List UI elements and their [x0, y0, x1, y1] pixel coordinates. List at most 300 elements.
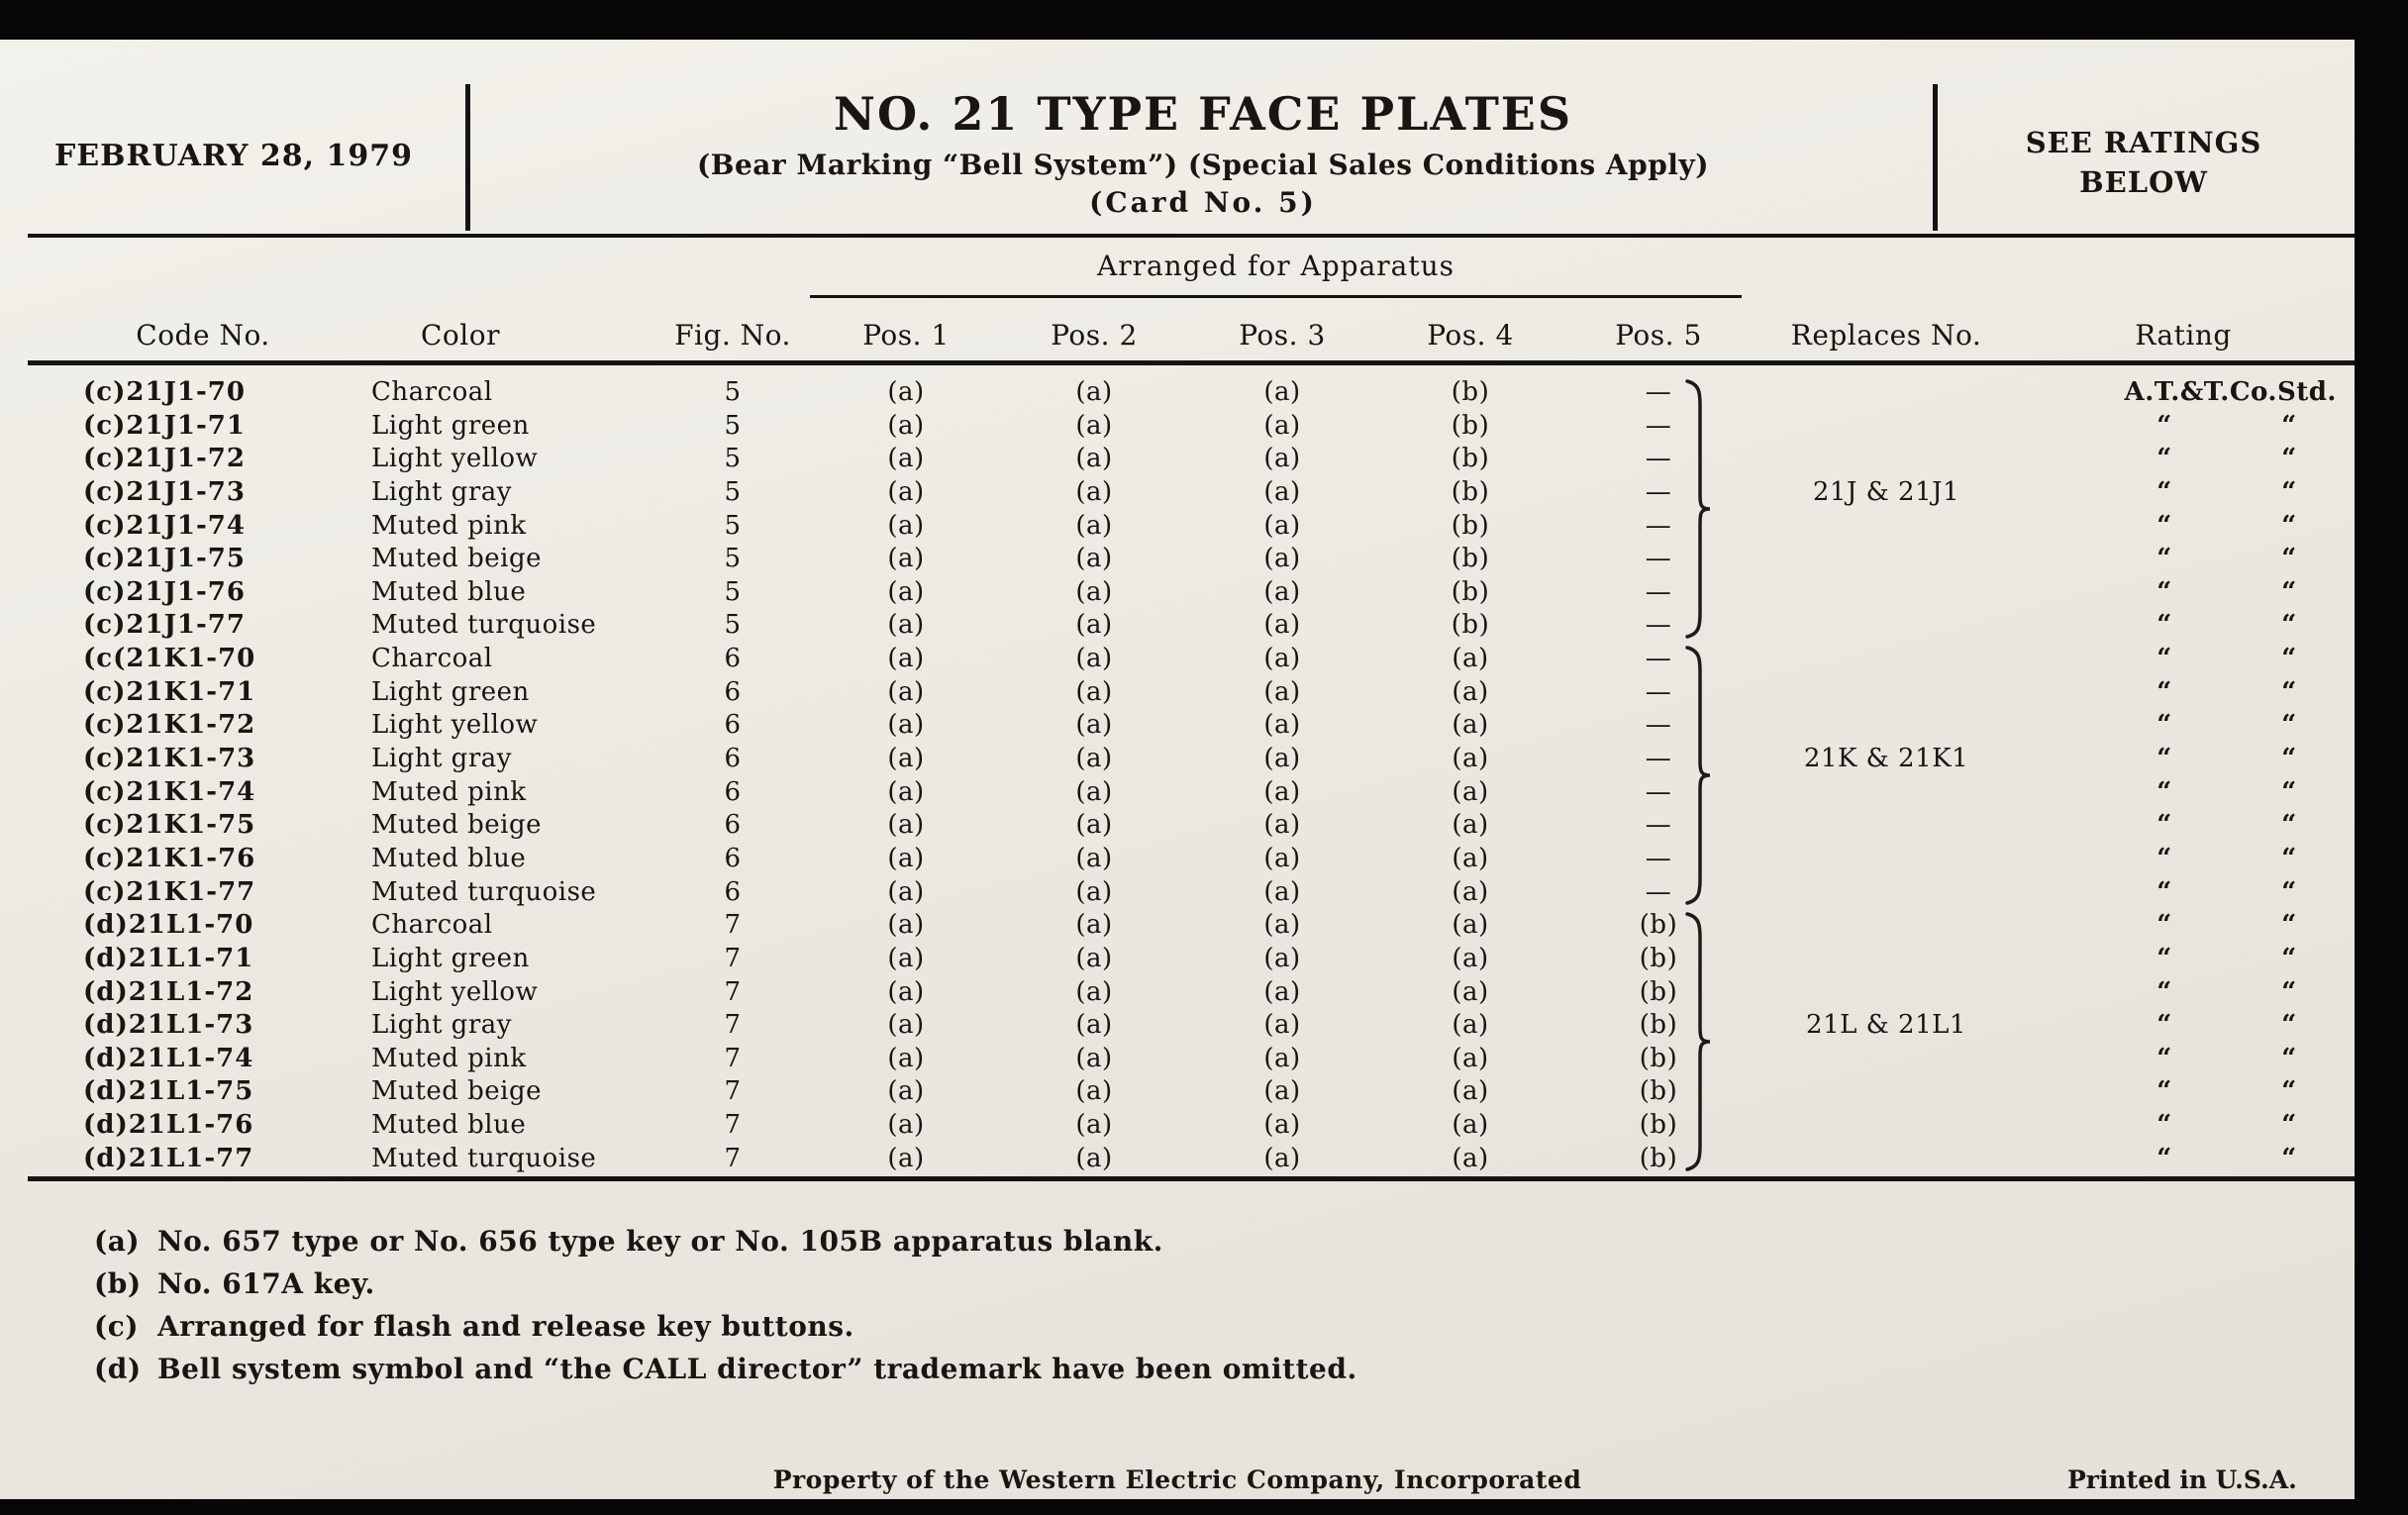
cell-pos1: (a)	[887, 544, 925, 574]
cell-fig: 7	[724, 943, 742, 973]
ditto-mark: “	[2157, 744, 2172, 774]
cell-code: (d)21L1-77	[83, 1143, 254, 1173]
cell-color: Light yellow	[371, 444, 539, 474]
cell-code: (c)21J1-77	[83, 610, 246, 641]
cell-pos5: —	[1645, 744, 1672, 774]
ditto-mark: “	[2157, 644, 2172, 674]
cell-rating	[2020, 1043, 2347, 1076]
cell-pos2: (a)	[1075, 843, 1113, 873]
cell-rating: A.T.&T.Co.Std.	[2124, 377, 2337, 407]
column-header-pos-3: Pos. 3	[1239, 319, 1326, 352]
cell-pos1: (a)	[887, 1043, 925, 1073]
cell-pos3: (a)	[1263, 1010, 1301, 1041]
cell-rating	[2020, 676, 2347, 710]
table-row	[0, 743, 2355, 776]
ditto-mark: “	[2157, 610, 2172, 641]
ditto-mark: “	[2157, 710, 2172, 741]
ditto-mark: “	[2157, 843, 2172, 873]
column-header-pos-4: Pos. 4	[1427, 319, 1514, 352]
cell-fig: 7	[724, 976, 742, 1007]
cell-pos1: (a)	[887, 510, 925, 541]
table-row	[0, 443, 2355, 476]
table-header-rule	[28, 360, 2355, 365]
cell-color: Muted pink	[371, 510, 527, 541]
ditto-mark: “	[2157, 676, 2172, 707]
cell-pos3: (a)	[1263, 943, 1301, 973]
cell-pos2: (a)	[1075, 943, 1113, 973]
cell-pos2: (a)	[1075, 1043, 1113, 1073]
cell-color: Light gray	[371, 1010, 512, 1041]
ditto-mark: “	[2157, 910, 2172, 941]
ditto-mark: “	[2281, 810, 2297, 841]
ditto-mark: “	[2157, 410, 2172, 441]
table-row	[0, 1075, 2355, 1109]
cell-pos2: (a)	[1075, 644, 1113, 674]
table-row	[0, 709, 2355, 743]
header-divider-right	[1933, 84, 1938, 231]
cell-pos3: (a)	[1263, 610, 1301, 641]
cell-rating	[2020, 443, 2347, 476]
cell-fig: 7	[724, 1076, 742, 1107]
cell-rating	[2020, 1143, 2347, 1176]
table-bottom-rule	[28, 1176, 2355, 1181]
cell-rating	[2020, 743, 2347, 776]
cell-replaces	[1753, 410, 2020, 444]
cell-color: Light green	[371, 410, 530, 441]
cell-replaces	[1753, 576, 2020, 610]
cell-fig: 5	[724, 476, 742, 507]
footnote-text: Arranged for flash and release key buttons.	[157, 1310, 854, 1343]
footnote	[94, 1305, 1357, 1348]
table-row	[0, 943, 2355, 976]
cell-pos2: (a)	[1075, 544, 1113, 574]
table-body	[0, 376, 2355, 1175]
cell-rating	[2020, 1075, 2347, 1109]
cell-pos2: (a)	[1075, 410, 1113, 441]
cell-fig: 6	[724, 710, 742, 741]
header-center	[475, 87, 1931, 219]
cell-replaces	[1753, 376, 2020, 410]
ditto-mark: “	[2157, 1143, 2172, 1173]
cell-color: Light yellow	[371, 710, 539, 741]
column-header-code-no: Code No.	[136, 319, 270, 352]
cell-pos2: (a)	[1075, 576, 1113, 607]
cell-pos5: (b)	[1639, 1076, 1678, 1107]
cell-code: (c)21J1-74	[83, 510, 246, 541]
cell-pos3: (a)	[1263, 444, 1301, 474]
cell-pos2: (a)	[1075, 1110, 1113, 1141]
cell-pos5: —	[1645, 644, 1672, 674]
column-header-pos-1: Pos. 1	[862, 319, 950, 352]
cell-pos3: (a)	[1263, 810, 1301, 841]
cell-rating	[2020, 576, 2347, 610]
table-row	[0, 410, 2355, 444]
cell-color: Muted pink	[371, 776, 527, 807]
cell-pos3: (a)	[1263, 976, 1301, 1007]
ditto-mark: “	[2157, 1076, 2172, 1107]
header-rule	[28, 234, 2355, 238]
cell-pos1: (a)	[887, 444, 925, 474]
cell-pos3: (a)	[1263, 876, 1301, 907]
cell-replaces	[1753, 643, 2020, 676]
ditto-mark: “	[2157, 810, 2172, 841]
cell-pos3: (a)	[1263, 1076, 1301, 1107]
cell-pos4: (a)	[1452, 710, 1489, 741]
cell-replaces	[1753, 709, 2020, 743]
ditto-mark: “	[2281, 576, 2297, 607]
table-row	[0, 576, 2355, 610]
cell-rating	[2020, 809, 2347, 843]
cell-pos1: (a)	[887, 943, 925, 973]
cell-color: Light yellow	[371, 976, 539, 1007]
cell-fig: 5	[724, 610, 742, 641]
cell-pos1: (a)	[887, 1076, 925, 1107]
footnote	[94, 1262, 1357, 1305]
cell-fig: 6	[724, 843, 742, 873]
cell-pos2: (a)	[1075, 610, 1113, 641]
cell-pos4: (b)	[1451, 444, 1490, 474]
cell-pos5: —	[1645, 576, 1672, 607]
column-header-pos-2: Pos. 2	[1051, 319, 1138, 352]
ratings-note-line2: BELOW	[2079, 165, 2208, 199]
cell-pos1: (a)	[887, 676, 925, 707]
ditto-mark: “	[2281, 1143, 2297, 1173]
cell-rating	[2020, 776, 2347, 810]
cell-color: Muted turquoise	[371, 1143, 597, 1173]
ditto-mark: “	[2281, 544, 2297, 574]
ditto-mark: “	[2157, 576, 2172, 607]
header-divider-left	[465, 84, 470, 231]
cell-pos4: (a)	[1452, 976, 1489, 1007]
cell-pos3: (a)	[1263, 776, 1301, 807]
cell-pos4: (a)	[1452, 676, 1489, 707]
cell-pos1: (a)	[887, 910, 925, 941]
cell-code: (c)21K1-76	[83, 843, 256, 873]
cell-color: Charcoal	[371, 910, 493, 941]
ditto-mark: “	[2157, 776, 2172, 807]
cell-pos1: (a)	[887, 976, 925, 1007]
cell-pos1: (a)	[887, 744, 925, 774]
ditto-mark: “	[2157, 544, 2172, 574]
ditto-mark: “	[2281, 976, 2297, 1007]
cell-pos2: (a)	[1075, 876, 1113, 907]
ditto-mark: “	[2157, 1010, 2172, 1041]
cell-pos2: (a)	[1075, 676, 1113, 707]
column-header-rating: Rating	[2135, 319, 2232, 352]
cell-pos5: —	[1645, 843, 1672, 873]
cell-pos3: (a)	[1263, 510, 1301, 541]
cell-replaces	[1753, 943, 2020, 976]
ditto-mark: “	[2157, 444, 2172, 474]
cell-fig: 6	[724, 744, 742, 774]
cell-pos5: (b)	[1639, 1010, 1678, 1041]
ditto-mark: “	[2281, 1110, 2297, 1141]
ditto-mark: “	[2281, 476, 2297, 507]
cell-color: Charcoal	[371, 644, 493, 674]
cell-replaces	[1753, 843, 2020, 876]
cell-pos5: —	[1645, 544, 1672, 574]
cell-code: (d)21L1-71	[83, 943, 254, 973]
cell-rating	[2020, 609, 2347, 643]
cell-color: Muted blue	[371, 1110, 527, 1141]
cell-code: (d)21L1-73	[83, 1010, 254, 1041]
cell-pos5: (b)	[1639, 1143, 1678, 1173]
cell-pos1: (a)	[887, 576, 925, 607]
cell-pos4: (b)	[1451, 377, 1490, 407]
cell-rating	[2020, 709, 2347, 743]
cell-rating	[2020, 410, 2347, 444]
ditto-mark: “	[2157, 476, 2172, 507]
cell-color: Light gray	[371, 476, 512, 507]
cell-pos3: (a)	[1263, 476, 1301, 507]
ditto-mark: “	[2157, 1043, 2172, 1073]
footnote-label: (b)	[94, 1267, 142, 1300]
cell-color: Charcoal	[371, 377, 493, 407]
cell-fig: 5	[724, 410, 742, 441]
cell-code: (c)21K1-71	[83, 676, 256, 707]
cell-pos5: (b)	[1639, 1110, 1678, 1141]
cell-pos1: (a)	[887, 410, 925, 441]
group-brace-21j	[1683, 378, 1713, 640]
cell-code: (c)21K1-73	[83, 744, 256, 774]
cell-pos2: (a)	[1075, 377, 1113, 407]
cell-pos2: (a)	[1075, 710, 1113, 741]
cell-code: (c)21K1-77	[83, 876, 256, 907]
card-number: (Card No. 5)	[1089, 186, 1317, 219]
cell-rating	[2020, 876, 2347, 910]
column-header-pos-5: Pos. 5	[1615, 319, 1702, 352]
cell-color: Light green	[371, 943, 530, 973]
cell-pos5: —	[1645, 610, 1672, 641]
cell-pos3: (a)	[1263, 544, 1301, 574]
cell-rating	[2020, 543, 2347, 576]
cell-pos1: (a)	[887, 810, 925, 841]
cell-pos2: (a)	[1075, 1143, 1113, 1173]
footnote	[94, 1220, 1357, 1262]
ditto-mark: “	[2281, 710, 2297, 741]
cell-pos5: —	[1645, 810, 1672, 841]
ditto-mark: “	[2281, 1043, 2297, 1073]
ditto-mark: “	[2157, 976, 2172, 1007]
table-row	[0, 843, 2355, 876]
cell-color: Muted turquoise	[371, 610, 597, 641]
cell-pos3: (a)	[1263, 910, 1301, 941]
cell-replaces	[1753, 1109, 2020, 1143]
table-row	[0, 676, 2355, 710]
cell-replaces: 21L & 21L1	[1806, 1010, 1966, 1041]
cell-pos4: (a)	[1452, 1043, 1489, 1073]
cell-pos4: (a)	[1452, 843, 1489, 873]
cell-pos2: (a)	[1075, 444, 1113, 474]
cell-pos3: (a)	[1263, 644, 1301, 674]
cell-fig: 7	[724, 1110, 742, 1141]
cell-replaces	[1753, 1043, 2020, 1076]
cell-code: (c)21K1-72	[83, 710, 256, 741]
cell-fig: 7	[724, 1010, 742, 1041]
cell-rating	[2020, 909, 2347, 943]
table-row	[0, 809, 2355, 843]
cell-color: Muted beige	[371, 810, 542, 841]
cell-pos4: (a)	[1452, 644, 1489, 674]
cell-rating	[2020, 1009, 2347, 1043]
cell-pos5: —	[1645, 377, 1672, 407]
ditto-mark: “	[2281, 410, 2297, 441]
cell-code: (c)21K1-74	[83, 776, 256, 807]
cell-fig: 5	[724, 510, 742, 541]
ditto-mark: “	[2281, 876, 2297, 907]
ditto-mark: “	[2281, 1010, 2297, 1041]
cell-pos2: (a)	[1075, 810, 1113, 841]
table-row	[0, 909, 2355, 943]
cell-pos4: (a)	[1452, 744, 1489, 774]
cell-rating	[2020, 1109, 2347, 1143]
catalog-card	[0, 40, 2355, 1499]
apparatus-group-label: Arranged for Apparatus	[1096, 250, 1455, 282]
footnote-label: (d)	[94, 1353, 142, 1385]
table-row	[0, 1009, 2355, 1043]
cell-code: (c)21J1-70	[83, 377, 246, 407]
cell-code: (d)21L1-75	[83, 1076, 254, 1107]
ditto-mark: “	[2157, 510, 2172, 541]
cell-replaces	[1753, 876, 2020, 910]
cell-color: Muted blue	[371, 843, 527, 873]
cell-pos2: (a)	[1075, 744, 1113, 774]
cell-code: (c)21J1-73	[83, 476, 246, 507]
footnote-label: (c)	[94, 1310, 140, 1343]
ditto-mark: “	[2281, 843, 2297, 873]
cell-pos3: (a)	[1263, 576, 1301, 607]
cell-pos5: —	[1645, 476, 1672, 507]
ditto-mark: “	[2281, 676, 2297, 707]
header-date: FEBRUARY 28, 1979	[54, 139, 413, 173]
cell-pos5: —	[1645, 876, 1672, 907]
column-header-color: Color	[421, 319, 500, 352]
cell-pos4: (a)	[1452, 910, 1489, 941]
ditto-mark: “	[2281, 1076, 2297, 1107]
table-row	[0, 1109, 2355, 1143]
column-header-replaces-no: Replaces No.	[1790, 319, 1982, 352]
table-row	[0, 376, 2355, 410]
cell-pos2: (a)	[1075, 1076, 1113, 1107]
column-header-fig-no: Fig. No.	[674, 319, 791, 352]
cell-code: (d)21L1-76	[83, 1110, 254, 1141]
cell-pos2: (a)	[1075, 476, 1113, 507]
cell-fig: 6	[724, 810, 742, 841]
cell-color: Muted turquoise	[371, 876, 597, 907]
cell-pos4: (a)	[1452, 1143, 1489, 1173]
footnote	[94, 1348, 1357, 1390]
footnote-text: Bell system symbol and “the CALL director” trademark have been omitted.	[157, 1353, 1357, 1385]
cell-pos5: —	[1645, 776, 1672, 807]
cell-rating	[2020, 976, 2347, 1010]
ditto-mark: “	[2157, 943, 2172, 973]
cell-pos5: (b)	[1639, 1043, 1678, 1073]
cell-color: Muted beige	[371, 544, 542, 574]
cell-pos1: (a)	[887, 610, 925, 641]
ditto-mark: “	[2281, 644, 2297, 674]
cell-pos1: (a)	[887, 876, 925, 907]
table-row	[0, 476, 2355, 510]
ratings-note-line1: SEE RATINGS	[2025, 126, 2262, 159]
cell-pos1: (a)	[887, 710, 925, 741]
cell-pos1: (a)	[887, 476, 925, 507]
cell-pos2: (a)	[1075, 910, 1113, 941]
cell-replaces	[1753, 443, 2020, 476]
ditto-mark: “	[2281, 776, 2297, 807]
cell-code: (d)21L1-72	[83, 976, 254, 1007]
ratings-note	[1946, 123, 2342, 202]
footnote-text: No. 657 type or No. 656 type key or No. 105B apparatus blank.	[157, 1225, 1163, 1258]
cell-fig: 7	[724, 910, 742, 941]
table-row	[0, 976, 2355, 1010]
footnote-text: No. 617A key.	[157, 1267, 375, 1300]
ditto-mark: “	[2157, 1110, 2172, 1141]
apparatus-underline	[810, 295, 1742, 298]
cell-replaces	[1753, 1075, 2020, 1109]
cell-fig: 6	[724, 776, 742, 807]
cell-pos5: (b)	[1639, 943, 1678, 973]
cell-pos1: (a)	[887, 644, 925, 674]
cell-pos2: (a)	[1075, 510, 1113, 541]
footer-printed: Printed in U.S.A.	[2067, 1465, 2297, 1494]
cell-replaces	[1753, 609, 2020, 643]
page-subtitle: (Bear Marking “Bell System”) (Special Sales Conditions Apply)	[697, 149, 1709, 181]
cell-pos5: —	[1645, 444, 1672, 474]
cell-fig: 7	[724, 1043, 742, 1073]
cell-pos3: (a)	[1263, 410, 1301, 441]
cell-replaces	[1753, 976, 2020, 1010]
cell-pos5: —	[1645, 676, 1672, 707]
cell-replaces	[1753, 510, 2020, 544]
cell-pos4: (a)	[1452, 1076, 1489, 1107]
footer-property: Property of the Western Electric Company, Incorporated	[772, 1465, 1582, 1494]
cell-code: (c)21K1-75	[83, 810, 256, 841]
cell-pos4: (a)	[1452, 876, 1489, 907]
cell-pos3: (a)	[1263, 744, 1301, 774]
cell-fig: 7	[724, 1143, 742, 1173]
cell-color: Muted pink	[371, 1043, 527, 1073]
cell-pos1: (a)	[887, 843, 925, 873]
cell-code: (c)21J1-76	[83, 576, 246, 607]
ditto-mark: “	[2281, 744, 2297, 774]
cell-code: (c(21K1-70	[83, 644, 256, 674]
cell-pos4: (a)	[1452, 1110, 1489, 1141]
cell-pos1: (a)	[887, 1143, 925, 1173]
column-header-row	[0, 319, 2355, 352]
cell-fig: 6	[724, 644, 742, 674]
cell-color: Light gray	[371, 744, 512, 774]
table-row	[0, 609, 2355, 643]
cell-pos4: (a)	[1452, 776, 1489, 807]
cell-replaces: 21J & 21J1	[1812, 476, 1960, 507]
table-row	[0, 510, 2355, 544]
cell-pos1: (a)	[887, 1110, 925, 1141]
ditto-mark: “	[2281, 943, 2297, 973]
footnote-label: (a)	[94, 1225, 141, 1258]
cell-pos4: (a)	[1452, 1010, 1489, 1041]
cell-fig: 6	[724, 876, 742, 907]
cell-code: (d)21L1-70	[83, 910, 254, 941]
cell-replaces	[1753, 776, 2020, 810]
cell-fig: 5	[724, 377, 742, 407]
cell-pos4: (b)	[1451, 576, 1490, 607]
cell-pos1: (a)	[887, 377, 925, 407]
table-row	[0, 876, 2355, 910]
cell-pos2: (a)	[1075, 776, 1113, 807]
cell-pos3: (a)	[1263, 377, 1301, 407]
cell-pos2: (a)	[1075, 976, 1113, 1007]
cell-fig: 6	[724, 676, 742, 707]
